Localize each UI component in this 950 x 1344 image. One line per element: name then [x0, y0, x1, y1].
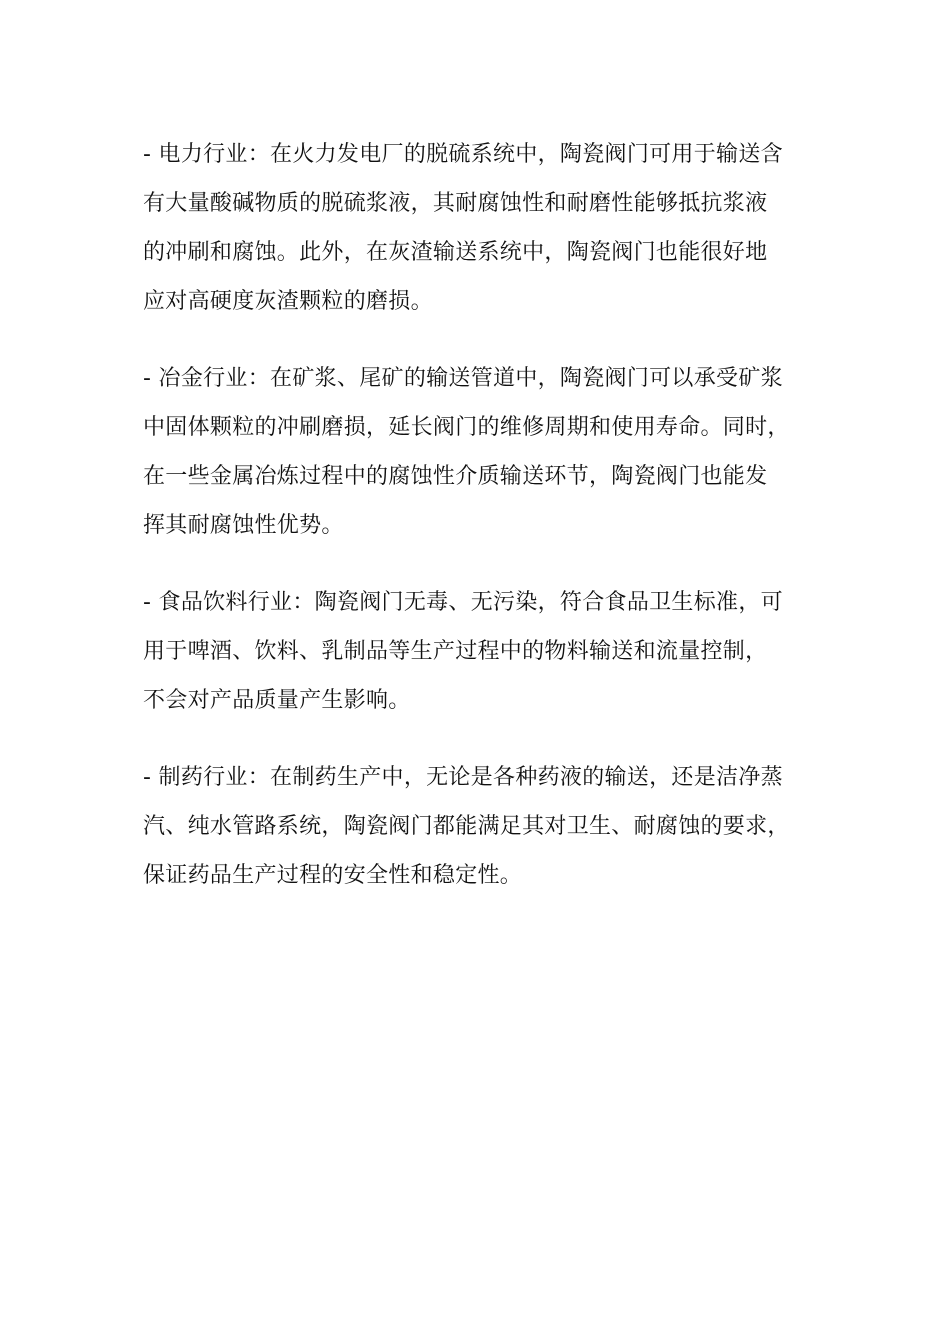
- text-line: 中固体颗粒的冲刷磨损，延长阀门的维修周期和使用寿命。同时，: [143, 415, 790, 440]
- text-line: - 冶金行业：在矿浆、尾矿的输送管道中，陶瓷阀门可以承受矿浆: [143, 366, 783, 391]
- text-line: - 制药行业：在制药生产中，无论是各种药液的输送，还是洁净蒸: [143, 765, 783, 790]
- paragraph-pharmaceutical-industry: [143, 753, 809, 900]
- text-line: 保证药品生产过程的安全性和稳定性。: [143, 863, 523, 888]
- paragraph-metallurgy-industry: [143, 354, 809, 550]
- text-line: - 电力行业：在火力发电厂的脱硫系统中，陶瓷阀门可用于输送含: [143, 142, 783, 167]
- text-line: 应对高硬度灰渣颗粒的磨损。: [143, 289, 433, 314]
- text-line: 挥其耐腐蚀性优势。: [143, 513, 344, 538]
- text-line: 用于啤酒、饮料、乳制品等生产过程中的物料输送和流量控制，: [143, 639, 768, 664]
- text-line: 的冲刷和腐蚀。此外，在灰渣输送系统中，陶瓷阀门也能很好地: [143, 240, 768, 265]
- paragraph-power-industry: [143, 130, 809, 326]
- text-line: 有大量酸碱物质的脱硫浆液，其耐腐蚀性和耐磨性能够抵抗浆液: [143, 191, 768, 216]
- paragraph-food-beverage-industry: [143, 578, 809, 725]
- text-line: 汽、纯水管路系统，陶瓷阀门都能满足其对卫生、耐腐蚀的要求，: [143, 814, 790, 839]
- document-body: [143, 130, 809, 928]
- text-line: 不会对产品质量产生影响。: [143, 688, 411, 713]
- text-line: 在一些金属冶炼过程中的腐蚀性介质输送环节，陶瓷阀门也能发: [143, 464, 768, 489]
- text-line: - 食品饮料行业：陶瓷阀门无毒、无污染，符合食品卫生标准，可: [143, 590, 783, 615]
